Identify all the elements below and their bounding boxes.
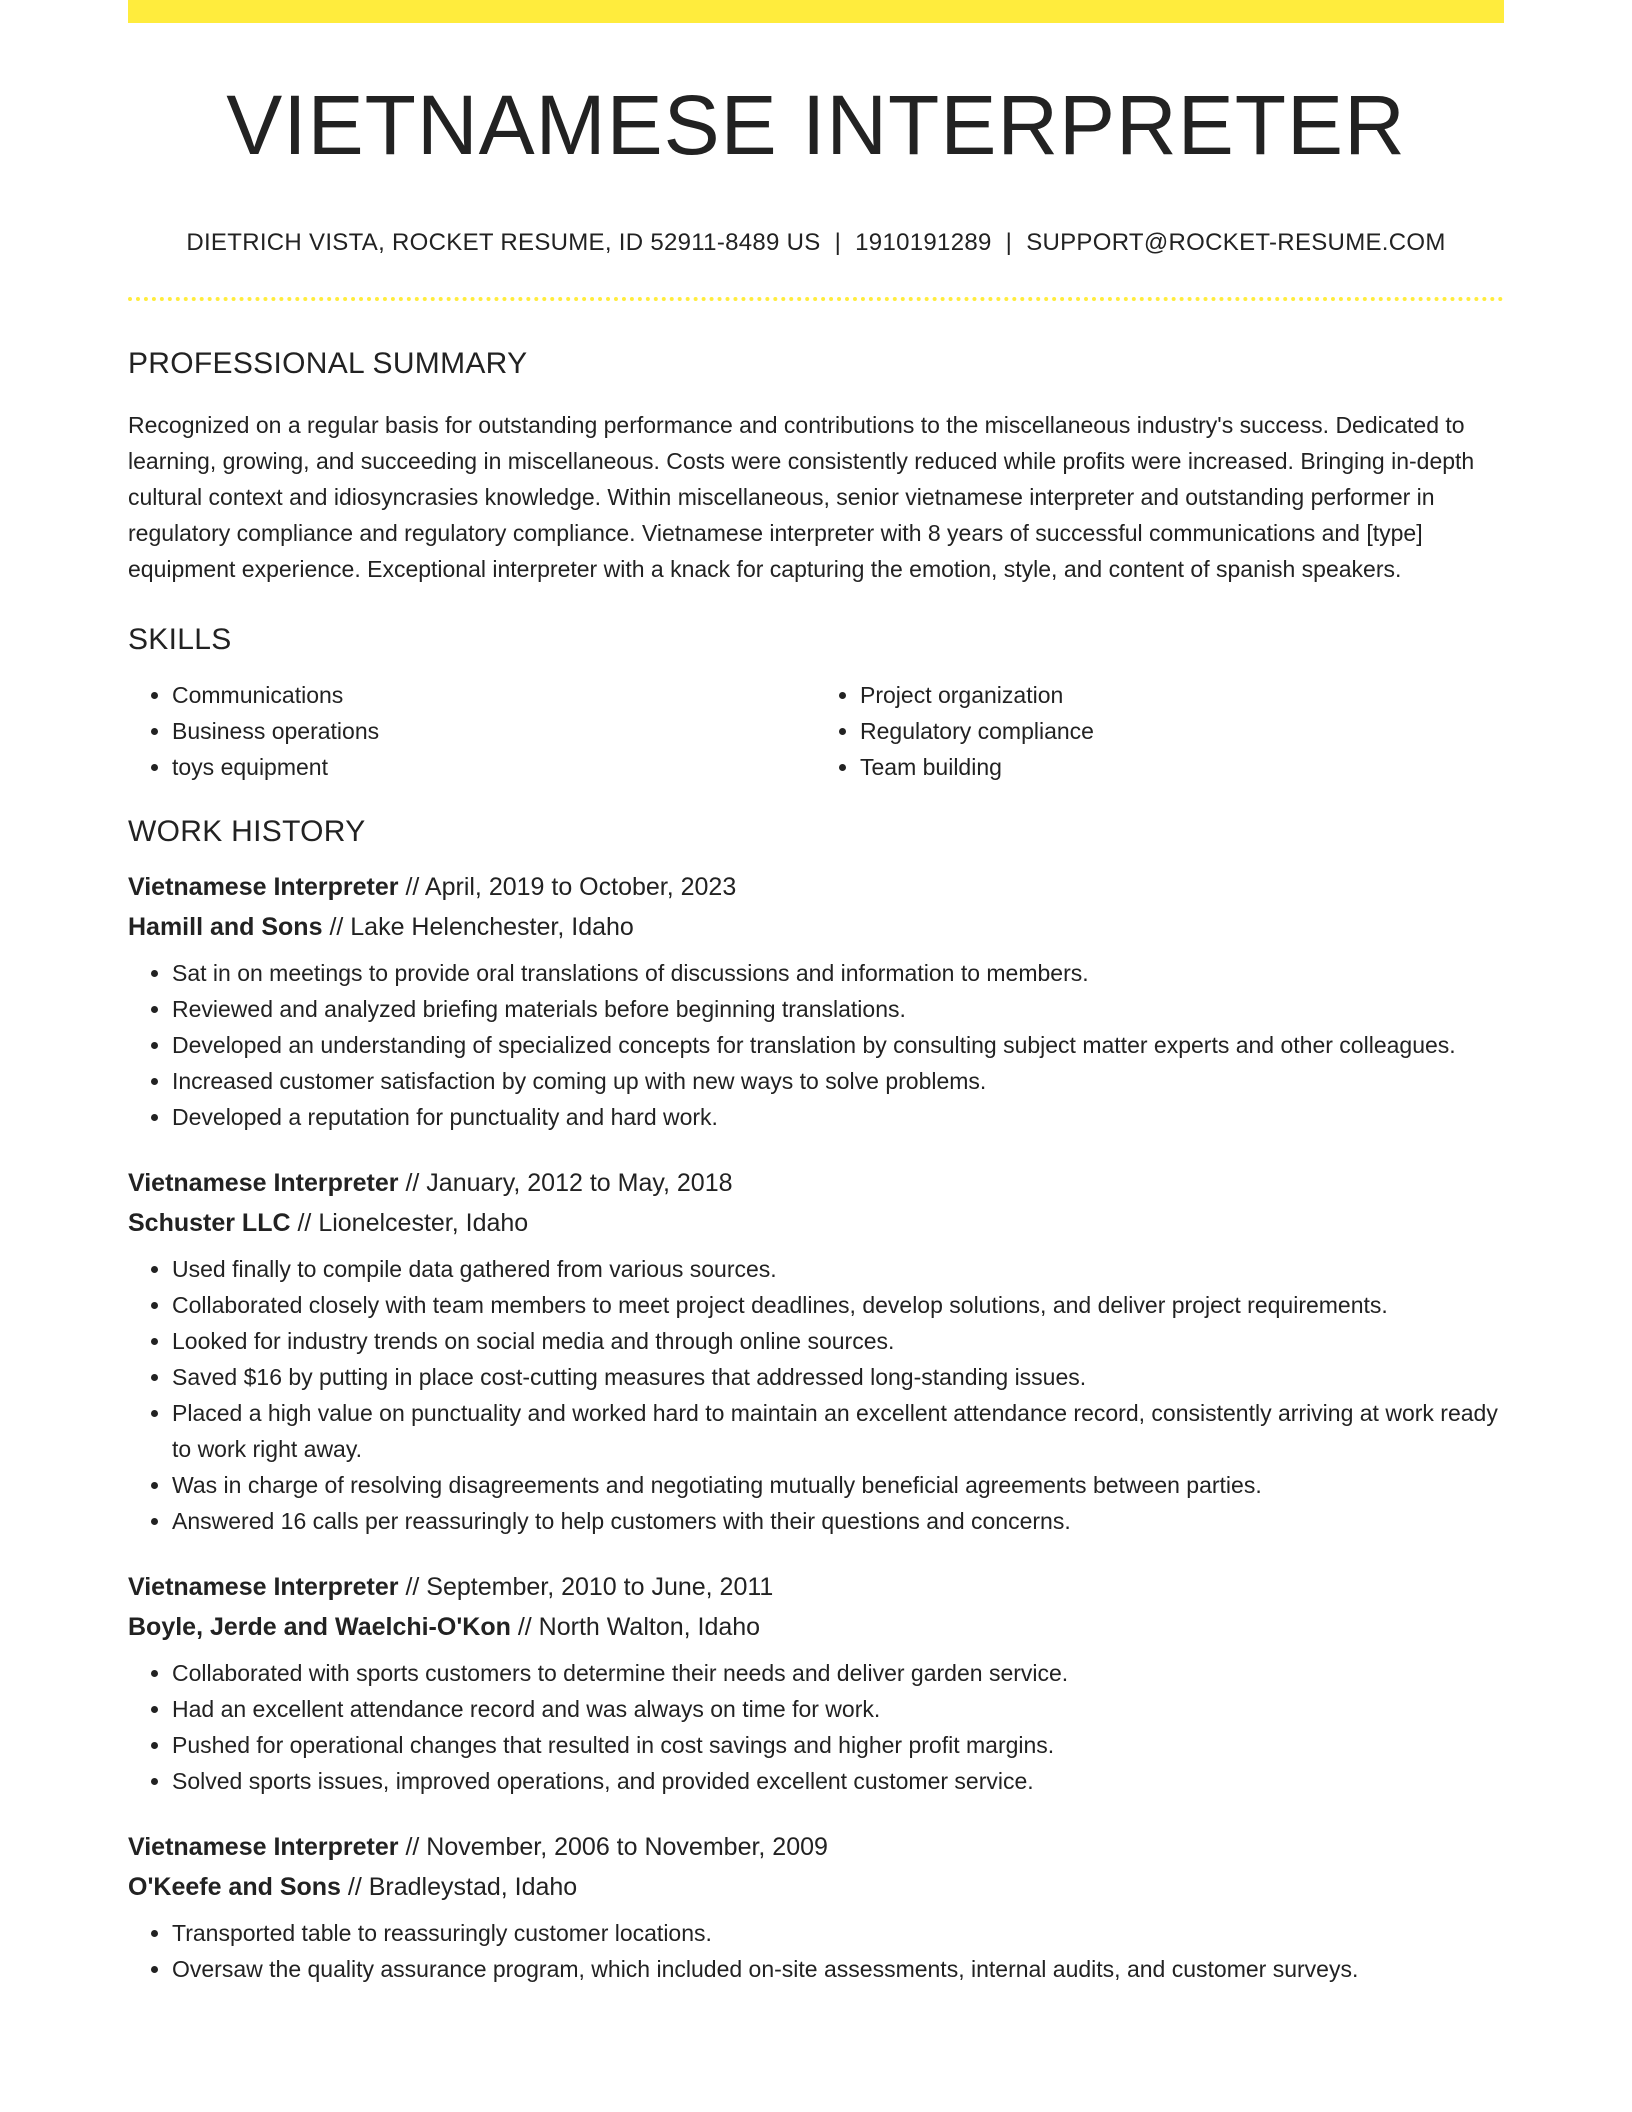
job-entry: [128, 1567, 1504, 1799]
job-bullet: • Collaborated with sports customers to determine their needs and deliver garden service.: [172, 1655, 1504, 1691]
job-entry: [128, 1827, 1504, 1987]
resume-page: [128, 0, 1504, 1987]
resume-title: VIETNAMESE INTERPRETER: [226, 78, 1406, 172]
job-bullet: • Was in charge of resolving disagreements and negotiating mutually beneficial agreements between parties.: [172, 1467, 1504, 1503]
summary-text: Recognized on a regular basis for outstanding performance and contributions to the miscellaneous industry's success. Dedicated to learning, growing, and succeeding in miscellaneous. Costs were consistently reduced while profits were increased. Bringing in-depth cultural context and idiosyncrasies knowledge. Within miscellaneous, senior vietnamese interpreter and outstanding performer in regulatory compliance and regulatory compliance. Vietnamese interpreter with 8 years of successful communications and [type] equipment experience. Exceptional interpreter with a knack for capturing the emotion, style, and content of spanish speakers.: [128, 412, 1475, 582]
contact-separator: |: [834, 229, 842, 256]
job-role-line: [128, 1163, 1504, 1203]
job-bullet: • Increased customer satisfaction by coming up with new ways to solve problems.: [172, 1063, 1504, 1099]
job-role-line: [128, 867, 1504, 907]
job-company-line: [128, 1607, 1504, 1647]
job-company: Hamill and Sons: [128, 913, 323, 941]
job-bullet: • Solved sports issues, improved operations, and provided excellent customer service.: [172, 1763, 1504, 1799]
job-bullet: • Pushed for operational changes that resulted in cost savings and higher profit margins.: [172, 1727, 1504, 1763]
job-company: Schuster LLC: [128, 1209, 291, 1237]
skill-item: • toys equipment: [172, 749, 816, 785]
job-bullet: • Placed a high value on punctuality and worked hard to maintain an excellent attendance record, consistently arriving at work ready to work right away.: [172, 1395, 1504, 1467]
job-entry: [128, 1163, 1504, 1539]
accent-bar: [128, 0, 1504, 23]
job-company-line: [128, 907, 1504, 947]
job-bullet: • Oversaw the quality assurance program, which included on-site assessments, internal audits, and customer surveys.: [172, 1951, 1504, 1987]
contact-address: DIETRICH VISTA, ROCKET RESUME, ID 52911-8489 US: [186, 229, 821, 256]
job-role-line: [128, 1827, 1504, 1867]
job-role: Vietnamese Interpreter: [128, 1169, 399, 1197]
contact-line: [128, 229, 1504, 257]
job-bullet: • Collaborated closely with team members to meet project deadlines, develop solutions, and deliver project requirements.: [172, 1287, 1504, 1323]
summary-heading: PROFESSIONAL SUMMARY: [128, 347, 528, 380]
job-company-line: [128, 1203, 1504, 1243]
job-role: Vietnamese Interpreter: [128, 1833, 399, 1861]
contact-separator: |: [1005, 229, 1013, 256]
job-bullet: • Had an excellent attendance record and was always on time for work.: [172, 1691, 1504, 1727]
job-role-line: [128, 1567, 1504, 1607]
skill-item: • Project organization: [860, 677, 1504, 713]
job-bullets: [128, 1251, 1504, 1539]
job-bullet: • Developed a reputation for punctuality and hard work.: [172, 1099, 1504, 1135]
job-bullet: • Used finally to compile data gathered from various sources.: [172, 1251, 1504, 1287]
job-dates: // November, 2006 to November, 2009: [405, 1833, 828, 1861]
job-bullet: • Saved $16 by putting in place cost-cutting measures that addressed long-standing issues.: [172, 1359, 1504, 1395]
job-company: Boyle, Jerde and Waelchi-O'Kon: [128, 1613, 511, 1641]
job-bullet: • Developed an understanding of specialized concepts for translation by consulting subject matter experts and other colleagues.: [172, 1027, 1504, 1063]
dotted-divider: [128, 297, 1504, 301]
job-location: // Bradleystad, Idaho: [347, 1873, 578, 1901]
job-role: Vietnamese Interpreter: [128, 873, 399, 901]
job-bullets: [128, 1655, 1504, 1799]
work-history-list: [128, 867, 1504, 1987]
job-entry: [128, 867, 1504, 1135]
contact-email[interactable]: SUPPORT@ROCKET-RESUME.COM: [1026, 229, 1446, 256]
job-bullets: [128, 955, 1504, 1135]
skill-item: • Team building: [860, 749, 1504, 785]
job-dates: // January, 2012 to May, 2018: [405, 1169, 733, 1197]
job-bullet: • Transported table to reassuringly customer locations.: [172, 1915, 1504, 1951]
job-location: // Lionelcester, Idaho: [297, 1209, 529, 1237]
job-role: Vietnamese Interpreter: [128, 1573, 399, 1601]
skill-item: • Regulatory compliance: [860, 713, 1504, 749]
skills-column-left: [128, 677, 816, 785]
job-bullets: [128, 1915, 1504, 1987]
skill-item: • Communications: [172, 677, 816, 713]
skills-column-right: [816, 677, 1504, 785]
job-dates: // April, 2019 to October, 2023: [405, 873, 737, 901]
job-dates: // September, 2010 to June, 2011: [405, 1573, 774, 1601]
job-bullet: • Reviewed and analyzed briefing materials before beginning translations.: [172, 991, 1504, 1027]
job-company: O'Keefe and Sons: [128, 1873, 341, 1901]
job-location: // North Walton, Idaho: [517, 1613, 761, 1641]
skills-grid: [128, 677, 1504, 785]
work-history-heading: WORK HISTORY: [128, 815, 366, 848]
contact-phone[interactable]: 1910191289: [855, 229, 992, 256]
job-bullet: • Looked for industry trends on social media and through online sources.: [172, 1323, 1504, 1359]
skill-item: • Business operations: [172, 713, 816, 749]
job-company-line: [128, 1867, 1504, 1907]
job-bullet: • Sat in on meetings to provide oral translations of discussions and information to members.: [172, 955, 1504, 991]
job-location: // Lake Helenchester, Idaho: [329, 913, 634, 941]
skills-heading: SKILLS: [128, 623, 232, 656]
job-bullet: • Answered 16 calls per reassuringly to help customers with their questions and concerns.: [172, 1503, 1504, 1539]
